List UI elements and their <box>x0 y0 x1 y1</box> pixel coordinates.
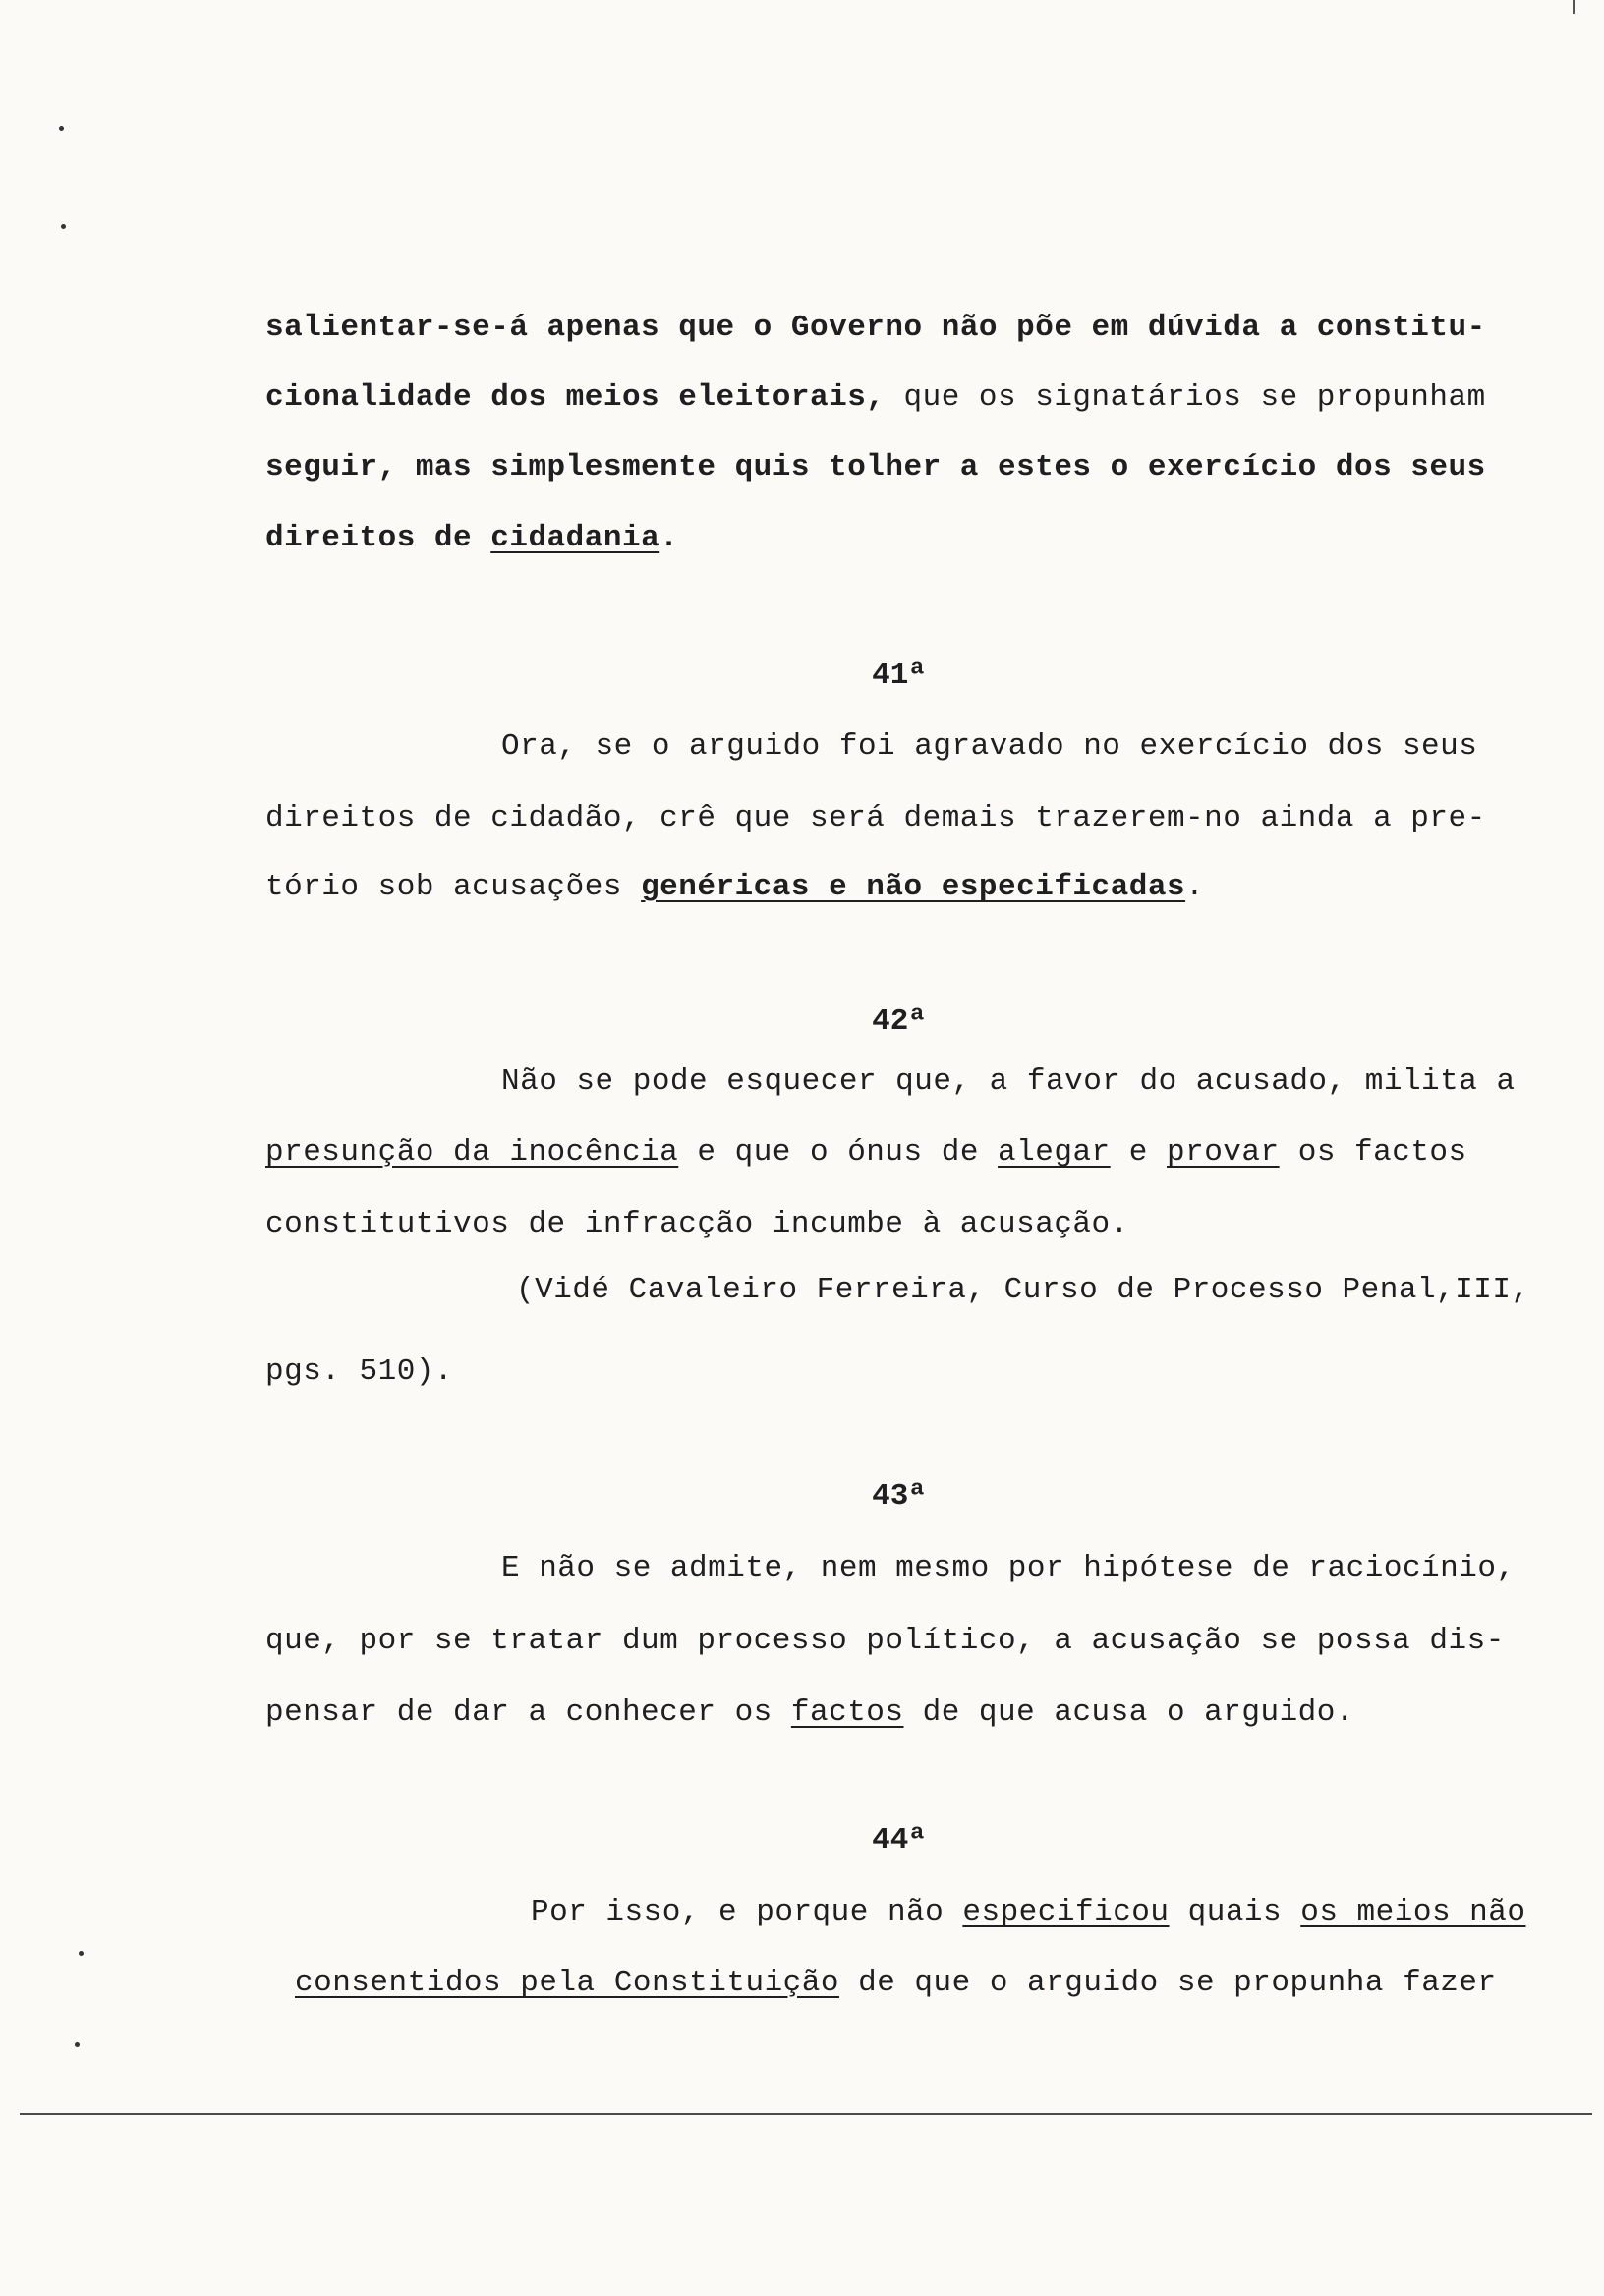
article-number-43: 43ª <box>872 1479 927 1514</box>
underlined-phrase: factos <box>790 1695 904 1730</box>
text: salientar-se-á apenas que o <box>265 311 791 345</box>
art44-line-1 <box>531 1895 1526 1929</box>
art43-line-2 <box>265 1624 1505 1658</box>
text: seguir, mas simplesmente quis tolher a estes o exercício dos seus <box>265 450 1486 485</box>
text: Ora, se o arguido foi agravado no exercício dos seus <box>501 729 1478 764</box>
art41-line-3 <box>265 870 1204 904</box>
art42-line-4 <box>516 1273 1530 1307</box>
text: e <box>1110 1135 1167 1170</box>
underlined-phrase: consentidos pela Constituição <box>295 1966 839 2000</box>
underlined-phrase: cidadania <box>490 521 660 555</box>
art41-line-2 <box>265 801 1486 835</box>
corner-tick <box>1573 0 1575 14</box>
article-number-41: 41ª <box>872 659 927 693</box>
text: . <box>659 521 679 555</box>
underlined-phrase: os meios não <box>1300 1895 1526 1929</box>
text: pensar de dar a conhecer os <box>265 1695 791 1730</box>
margin-mark <box>75 2042 80 2047</box>
text: Não se pode esquecer que, a favor do acusado, milita a <box>501 1064 1516 1099</box>
text: de que acusa o arguido. <box>903 1695 1354 1730</box>
text: direitos de cidadão, crê que será demais trazerem-no ainda a pre- <box>265 801 1486 835</box>
article-number-44: 44ª <box>872 1823 927 1858</box>
text: cionalidade dos meios eleitorais, <box>265 380 886 415</box>
text: quais <box>1169 1895 1301 1929</box>
text: que, por se tratar dum processo político, a acusação se possa dis- <box>265 1624 1505 1658</box>
underlined-phrase: provar <box>1166 1135 1280 1170</box>
text: . <box>1185 870 1205 904</box>
art43-line-1 <box>501 1551 1516 1585</box>
underlined-phrase: presunção da inocência <box>265 1135 679 1170</box>
text: e que o ónus de <box>678 1135 999 1170</box>
article-number-42: 42ª <box>872 1004 927 1039</box>
text: Governo não põe em dúvida a constitu- <box>790 311 1486 345</box>
page-rule <box>20 2113 1592 2115</box>
margin-mark <box>59 126 64 131</box>
text: constitutivos de infracção incumbe à acusação. <box>265 1207 1129 1241</box>
art44-line-2 <box>295 1966 1497 2000</box>
art42-line-3 <box>265 1207 1129 1241</box>
art43-line-3 <box>265 1695 1354 1730</box>
intro-line-4 <box>265 521 678 555</box>
underlined-phrase: especificou <box>962 1895 1170 1929</box>
margin-mark <box>79 1951 84 1956</box>
text: que os signatários se propunham <box>885 380 1486 415</box>
underlined-phrase: alegar <box>998 1135 1111 1170</box>
intro-line-3 <box>265 450 1486 485</box>
art42-line-5 <box>265 1354 453 1389</box>
text: tório sob acusações <box>265 870 642 904</box>
art41-line-1 <box>501 729 1477 764</box>
text: Por isso, e porque não <box>531 1895 963 1929</box>
art42-line-1 <box>501 1064 1516 1099</box>
art42-line-2 <box>265 1135 1467 1170</box>
text: pgs. 510). <box>265 1354 454 1389</box>
text: de que o arguido se propunha fazer <box>839 1966 1497 2000</box>
intro-line-2 <box>265 380 1486 415</box>
intro-line-1 <box>265 311 1486 345</box>
text: os factos <box>1279 1135 1467 1170</box>
text: E não se admite, nem mesmo por hipótese de raciocínio, <box>501 1551 1516 1585</box>
underlined-phrase: genéricas e não especificadas <box>641 870 1186 904</box>
text: (Vidé Cavaleiro Ferreira, Curso de Processo Penal,III, <box>516 1273 1530 1307</box>
margin-mark <box>61 224 66 229</box>
text: direitos de <box>265 521 491 555</box>
